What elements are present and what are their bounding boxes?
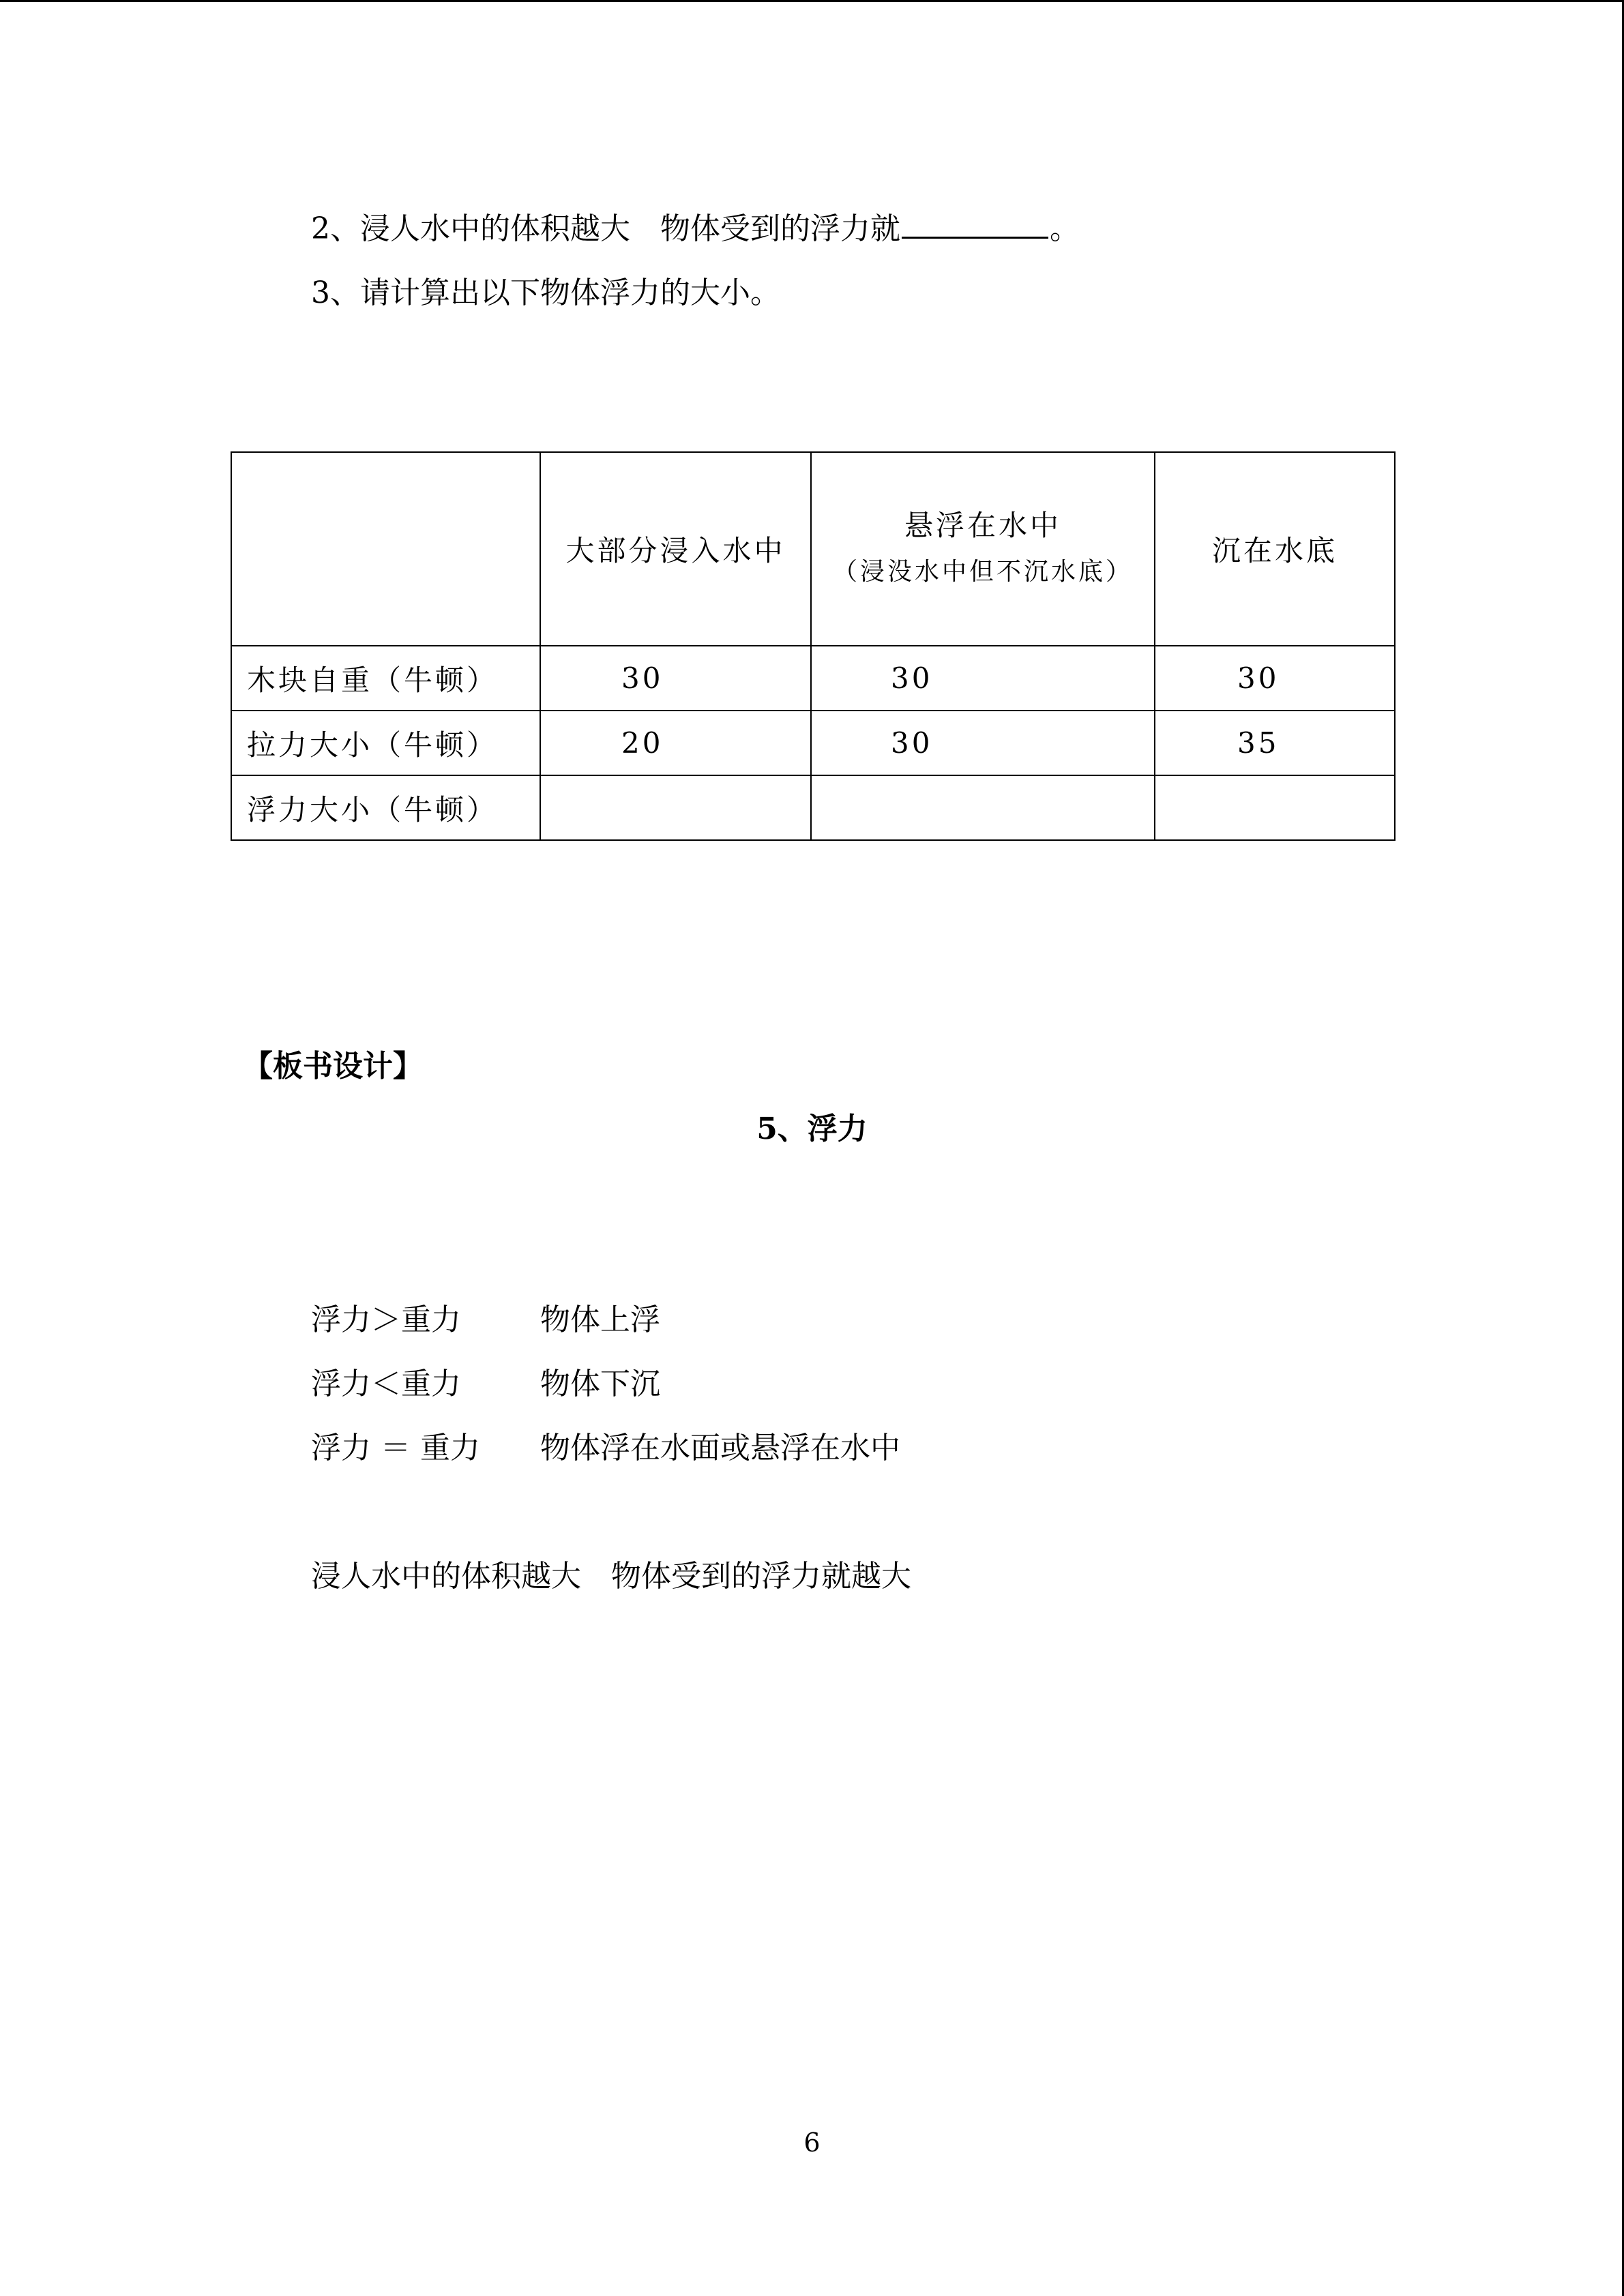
table-row: [231, 646, 1395, 711]
board-title: 5、浮力: [756, 1112, 868, 1146]
row-label: 木块自重（牛顿）: [231, 646, 540, 711]
table-cell: 30: [540, 646, 811, 711]
header-suspended: [811, 452, 1155, 646]
row-label: 浮力大小（牛顿）: [231, 775, 540, 840]
table-row: [231, 711, 1395, 775]
header-suspended-label: 悬浮在水中: [904, 509, 1061, 542]
answer-cell[interactable]: [540, 775, 811, 840]
rule-3-condition: 浮力 ＝ 重力: [311, 1431, 480, 1465]
answer-blank[interactable]: [902, 209, 1048, 239]
rule-1-result: 物体上浮: [540, 1302, 660, 1337]
answer-cell[interactable]: [811, 775, 1155, 840]
board-conclusion: 浸人水中的体积越大 物体受到的浮力就越大: [311, 1559, 911, 1594]
rule-3-result: 物体浮在水面或悬浮在水中: [540, 1431, 900, 1465]
question-2: [311, 209, 1080, 250]
table-cell: 30: [811, 711, 1155, 775]
header-suspended-note: （浸没水中但不沉水底）: [832, 558, 1133, 586]
rule-1-condition: 浮力＞重力: [311, 1302, 461, 1337]
answer-cell[interactable]: [1155, 775, 1395, 840]
buoyancy-table: [231, 451, 1396, 841]
table-row: [231, 775, 1395, 840]
header-mostly-submerged: 大部分浸入水中: [540, 452, 811, 646]
table-header-row: [231, 452, 1395, 646]
header-empty: [231, 452, 540, 646]
question-3: 3、请计算出以下物体浮力的大小。: [311, 275, 780, 310]
header-sunk: 沉在水底: [1155, 452, 1395, 646]
question-2-end: 。: [1050, 211, 1080, 246]
table-cell: 30: [811, 646, 1155, 711]
board-heading: 【板书设计】: [243, 1049, 423, 1084]
table-cell: 20: [540, 711, 811, 775]
rule-2-condition: 浮力＜重力: [311, 1367, 461, 1401]
page-border-top: [0, 0, 1624, 2]
table-cell: 35: [1155, 711, 1395, 775]
rule-2-result: 物体下沉: [540, 1367, 660, 1401]
row-label: 拉力大小（牛顿）: [231, 711, 540, 775]
table-cell: 30: [1155, 646, 1395, 711]
page-number: 6: [803, 2128, 821, 2158]
question-2-text: 2、浸人水中的体积越大 物体受到的浮力就: [311, 211, 900, 246]
